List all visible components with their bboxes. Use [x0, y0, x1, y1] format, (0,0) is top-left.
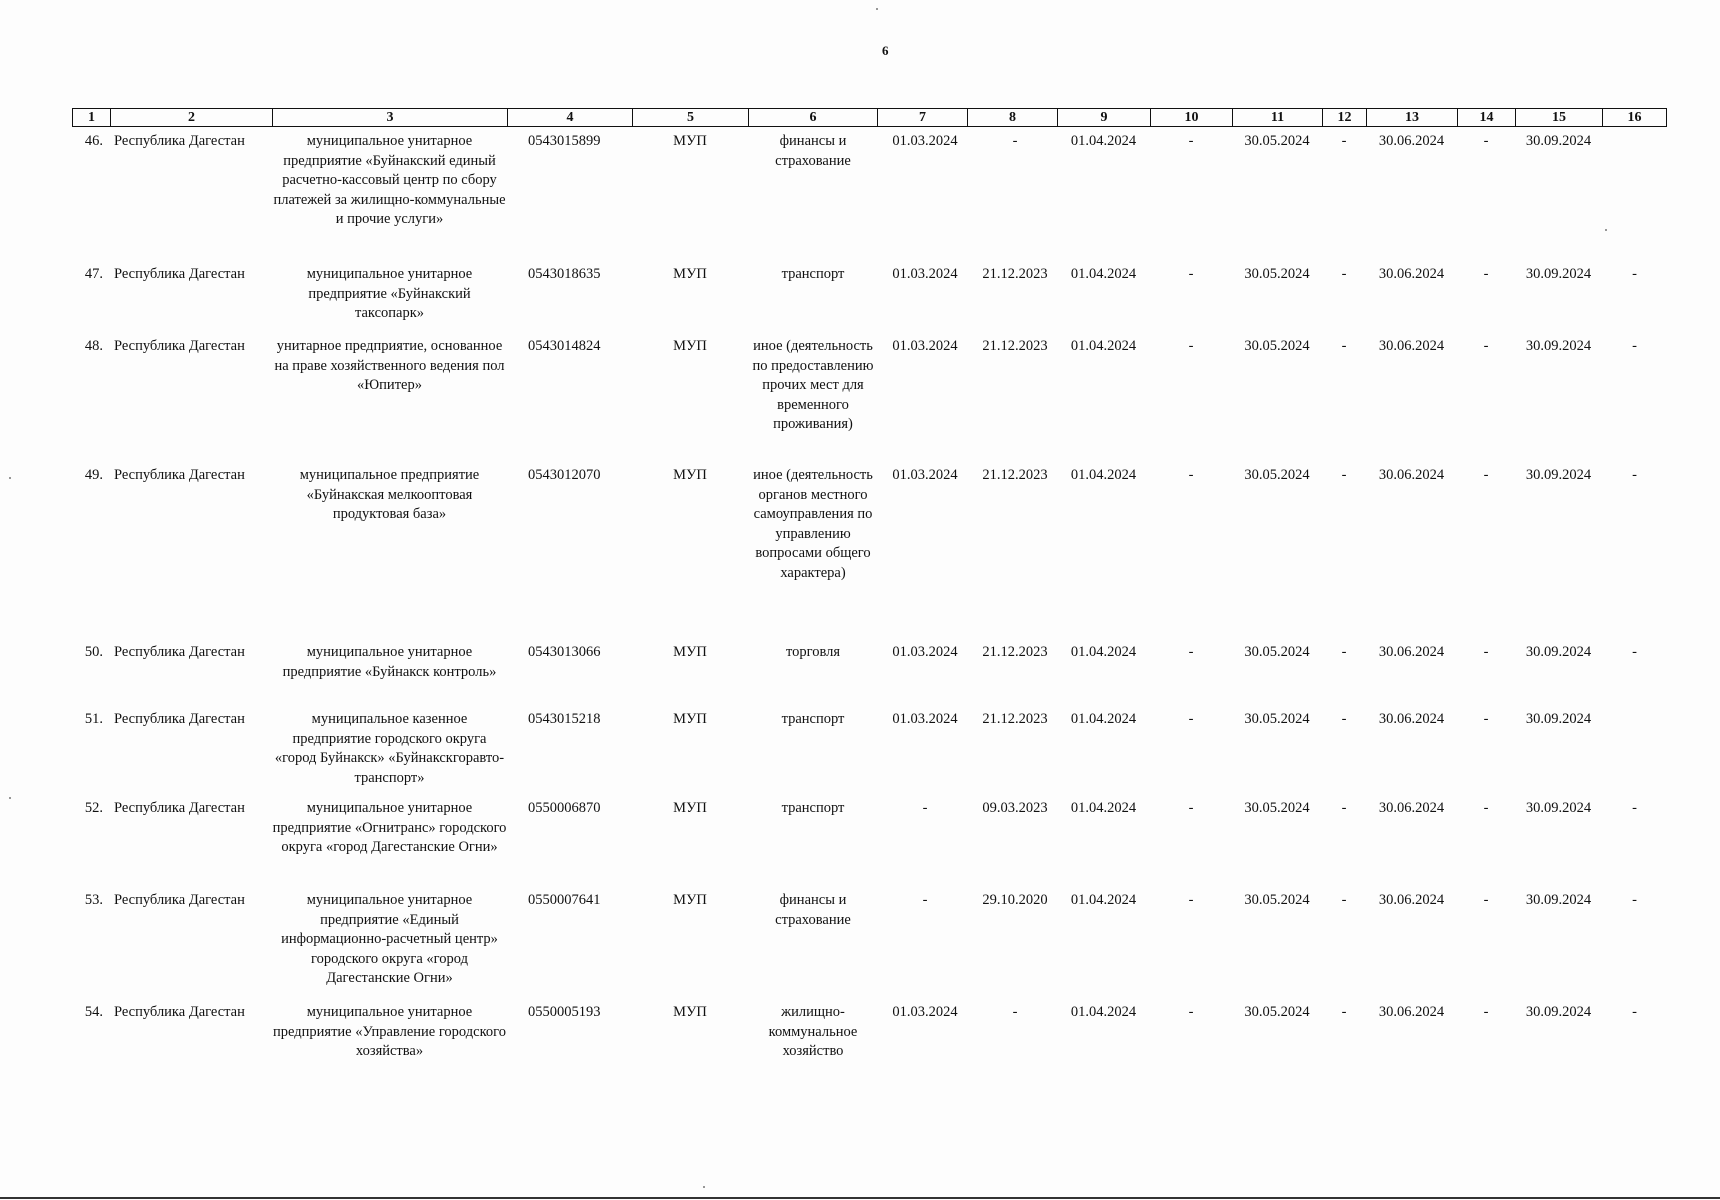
cell-inn: 0550006870 [528, 800, 601, 816]
cell-c10: - [1188, 266, 1194, 282]
cell-c8: - [1012, 133, 1018, 149]
cell-sphere: торговля [785, 644, 841, 660]
cell-name: муниципальное унитарное предприятие «Управление городского хозяйства» [273, 1004, 506, 1059]
cell-c8: 21.12.2023 [982, 644, 1048, 660]
cell-c14: - [1483, 644, 1489, 660]
cell-form: МУП [673, 266, 707, 282]
cell-name: муниципальное унитарное предприятие «Буйнакск контроль» [282, 644, 497, 680]
header-cell-col-8: 8 [967, 109, 1057, 126]
cell-n: 53. [84, 892, 103, 908]
cell-c15: 30.09.2024 [1525, 711, 1592, 727]
cell-form: МУП [673, 800, 707, 816]
cell-c9: 01.04.2024 [1070, 800, 1137, 816]
cell-c15: 30.09.2024 [1525, 338, 1592, 354]
cell-c12: - [1341, 800, 1347, 816]
cell-c13: 30.06.2024 [1378, 892, 1445, 908]
cell-c10: - [1188, 467, 1194, 483]
cell-form: МУП [673, 338, 707, 354]
cell-c16: - [1632, 800, 1637, 816]
cell-name: муниципальное унитарное предприятие «Буйнакский таксопарк» [306, 266, 473, 321]
cell-c15: 30.09.2024 [1525, 644, 1592, 660]
header-cell-col-7: 7 [877, 109, 967, 126]
cell-inn: 0550005193 [528, 1004, 601, 1020]
cell-c16: - [1632, 644, 1637, 660]
header-cell-col-1: 1 [72, 109, 110, 126]
cell-c10: - [1188, 711, 1194, 727]
scan-speck [9, 477, 11, 479]
cell-form: МУП [673, 467, 707, 483]
cell-c7: 01.03.2024 [892, 1004, 958, 1020]
cell-form: МУП [673, 133, 707, 149]
cell-c15: 30.09.2024 [1525, 133, 1592, 149]
cell-name: муниципальное унитарное предприятие «Буйнакский единый расчетно-кассовый центр по сбору платежей за жилищно-коммунальные и прочие услуги» [273, 133, 506, 227]
register-table [72, 0, 1667, 1200]
cell-sphere: жилищно-коммунальное хозяйство [768, 1004, 858, 1059]
bottom-edge-rule [0, 1197, 1720, 1199]
cell-region: Республика Дагестан [114, 133, 245, 149]
cell-c15: 30.09.2024 [1525, 892, 1592, 908]
cell-c8: 21.12.2023 [982, 711, 1048, 727]
scan-speck [9, 797, 11, 799]
cell-c14: - [1483, 338, 1489, 354]
cell-c8: 21.12.2023 [982, 467, 1048, 483]
cell-c13: 30.06.2024 [1378, 467, 1445, 483]
cell-c7: 01.03.2024 [892, 711, 958, 727]
cell-c7: 01.03.2024 [892, 644, 958, 660]
cell-c15: 30.09.2024 [1525, 467, 1592, 483]
cell-sphere: транспорт [781, 711, 845, 727]
header-cell-col-14: 14 [1457, 109, 1515, 126]
cell-n: 47. [84, 266, 103, 282]
cell-inn: 0543012070 [528, 467, 601, 483]
cell-c14: - [1483, 133, 1489, 149]
cell-region: Республика Дагестан [114, 800, 245, 816]
cell-sphere: иное (деятельность органов местного самоуправления по управлению вопросами общего характера) [753, 467, 873, 581]
header-cell-col-3: 3 [272, 109, 507, 126]
cell-c12: - [1341, 1004, 1347, 1020]
cell-sphere: иное (деятельность по предоставлению прочих мест для временного проживания) [752, 338, 874, 432]
cell-c13: 30.06.2024 [1378, 711, 1445, 727]
cell-c13: 30.06.2024 [1378, 800, 1445, 816]
cell-c7: 01.03.2024 [892, 266, 958, 282]
cell-form: МУП [673, 1004, 707, 1020]
cell-c7: - [922, 892, 928, 908]
cell-c7: 01.03.2024 [892, 467, 958, 483]
page-number: 6 [882, 43, 889, 58]
cell-c9: 01.04.2024 [1070, 1004, 1137, 1020]
cell-c12: - [1341, 467, 1347, 483]
cell-c7: 01.03.2024 [892, 338, 958, 354]
cell-c13: 30.06.2024 [1378, 133, 1445, 149]
cell-region: Республика Дагестан [114, 644, 245, 660]
header-cell-col-9: 9 [1057, 109, 1150, 126]
cell-region: Республика Дагестан [114, 338, 245, 354]
cell-c15: 30.09.2024 [1525, 266, 1592, 282]
cell-c8: 21.12.2023 [982, 338, 1048, 354]
cell-c16: - [1632, 467, 1637, 483]
header-cell-col-10: 10 [1150, 109, 1232, 126]
cell-c11: 30.05.2024 [1244, 644, 1310, 660]
header-cell-col-13: 13 [1366, 109, 1457, 126]
scan-speck [1605, 229, 1607, 231]
cell-c14: - [1483, 800, 1489, 816]
cell-n: 50. [84, 644, 103, 660]
cell-c10: - [1188, 644, 1194, 660]
header-cell-col-11: 11 [1232, 109, 1322, 126]
cell-name: муниципальное унитарное предприятие «Единый информационно-расчетный центр» городского округа «город Дагестанские Огни» [281, 892, 498, 986]
cell-c14: - [1483, 266, 1489, 282]
cell-inn: 0543014824 [528, 338, 601, 354]
cell-c15: 30.09.2024 [1525, 1004, 1592, 1020]
cell-region: Республика Дагестан [114, 467, 245, 483]
cell-form: МУП [673, 644, 707, 660]
cell-c10: - [1188, 1004, 1194, 1020]
cell-c14: - [1483, 892, 1489, 908]
cell-c9: 01.04.2024 [1070, 644, 1137, 660]
cell-n: 52. [84, 800, 103, 816]
cell-inn: 0543015218 [528, 711, 601, 727]
cell-name: муниципальное предприятие «Буйнакская мелкооптовая продуктовая база» [299, 467, 480, 522]
cell-c11: 30.05.2024 [1244, 800, 1310, 816]
header-cell-col-4: 4 [507, 109, 632, 126]
cell-c13: 30.06.2024 [1378, 338, 1445, 354]
cell-c13: 30.06.2024 [1378, 1004, 1445, 1020]
header-cell-col-16: 16 [1602, 109, 1667, 126]
header-cell-col-6: 6 [748, 109, 877, 126]
cell-c14: - [1483, 711, 1489, 727]
cell-c10: - [1188, 800, 1194, 816]
cell-c7: 01.03.2024 [892, 133, 958, 149]
cell-region: Республика Дагестан [114, 266, 245, 282]
cell-sphere: финансы и страхование [775, 133, 851, 169]
cell-c16: - [1632, 338, 1637, 354]
cell-c8: - [1012, 1004, 1018, 1020]
cell-n: 48. [84, 338, 103, 354]
cell-c11: 30.05.2024 [1244, 467, 1310, 483]
cell-c9: 01.04.2024 [1070, 133, 1137, 149]
cell-c10: - [1188, 892, 1194, 908]
cell-c16: - [1632, 266, 1637, 282]
cell-c11: 30.05.2024 [1244, 711, 1310, 727]
cell-inn: 0550007641 [528, 892, 601, 908]
cell-region: Республика Дагестан [114, 892, 245, 908]
cell-region: Республика Дагестан [114, 1004, 245, 1020]
cell-c12: - [1341, 266, 1347, 282]
cell-n: 54. [84, 1004, 103, 1020]
cell-c12: - [1341, 133, 1347, 149]
cell-name: муниципальное казенное предприятие городского округа «город Буйнакск» «Буйнакскгоравто-транспорт» [274, 711, 505, 786]
cell-c14: - [1483, 1004, 1489, 1020]
cell-c12: - [1341, 711, 1347, 727]
cell-name: муниципальное унитарное предприятие «Огнитранс» городского округа «город Дагестанские Огни» [272, 800, 507, 855]
cell-c13: 30.06.2024 [1378, 266, 1445, 282]
cell-c13: 30.06.2024 [1378, 644, 1445, 660]
cell-c12: - [1341, 892, 1347, 908]
cell-c16: - [1632, 1004, 1637, 1020]
cell-inn: 0543015899 [528, 133, 601, 149]
scan-speck [876, 8, 878, 10]
header-cell-col-2: 2 [110, 109, 272, 126]
cell-c9: 01.04.2024 [1070, 892, 1137, 908]
cell-c11: 30.05.2024 [1244, 133, 1310, 149]
cell-c14: - [1483, 467, 1489, 483]
cell-form: МУП [673, 711, 707, 727]
cell-n: 51. [84, 711, 103, 727]
cell-c11: 30.05.2024 [1244, 892, 1310, 908]
cell-name: унитарное предприятие, основанное на праве хозяйственного ведения пол «Юпитер» [274, 338, 505, 393]
cell-n: 46. [84, 133, 103, 149]
cell-c8: 29.10.2020 [982, 892, 1048, 908]
cell-c9: 01.04.2024 [1070, 266, 1137, 282]
cell-c8: 21.12.2023 [982, 266, 1048, 282]
cell-region: Республика Дагестан [114, 711, 245, 727]
cell-c12: - [1341, 338, 1347, 354]
cell-sphere: транспорт [781, 800, 845, 816]
cell-inn: 0543013066 [528, 644, 601, 660]
cell-c8: 09.03.2023 [982, 800, 1048, 816]
cell-inn: 0543018635 [528, 266, 601, 282]
cell-c11: 30.05.2024 [1244, 338, 1310, 354]
cell-sphere: транспорт [781, 266, 845, 282]
cell-c11: 30.05.2024 [1244, 266, 1310, 282]
header-cell-col-5: 5 [632, 109, 748, 126]
cell-c11: 30.05.2024 [1244, 1004, 1310, 1020]
cell-c10: - [1188, 133, 1194, 149]
header-cell-col-15: 15 [1515, 109, 1602, 126]
cell-n: 49. [84, 467, 103, 483]
cell-c9: 01.04.2024 [1070, 338, 1137, 354]
column-number-header [72, 108, 1667, 127]
cell-c7: - [922, 800, 928, 816]
cell-form: МУП [673, 892, 707, 908]
scan-speck [703, 1186, 705, 1188]
cell-c12: - [1341, 644, 1347, 660]
cell-c9: 01.04.2024 [1070, 711, 1137, 727]
header-cell-col-12: 12 [1322, 109, 1366, 126]
cell-c16: - [1632, 892, 1637, 908]
cell-sphere: финансы и страхование [775, 892, 851, 928]
cell-c9: 01.04.2024 [1070, 467, 1137, 483]
cell-c15: 30.09.2024 [1525, 800, 1592, 816]
cell-c10: - [1188, 338, 1194, 354]
